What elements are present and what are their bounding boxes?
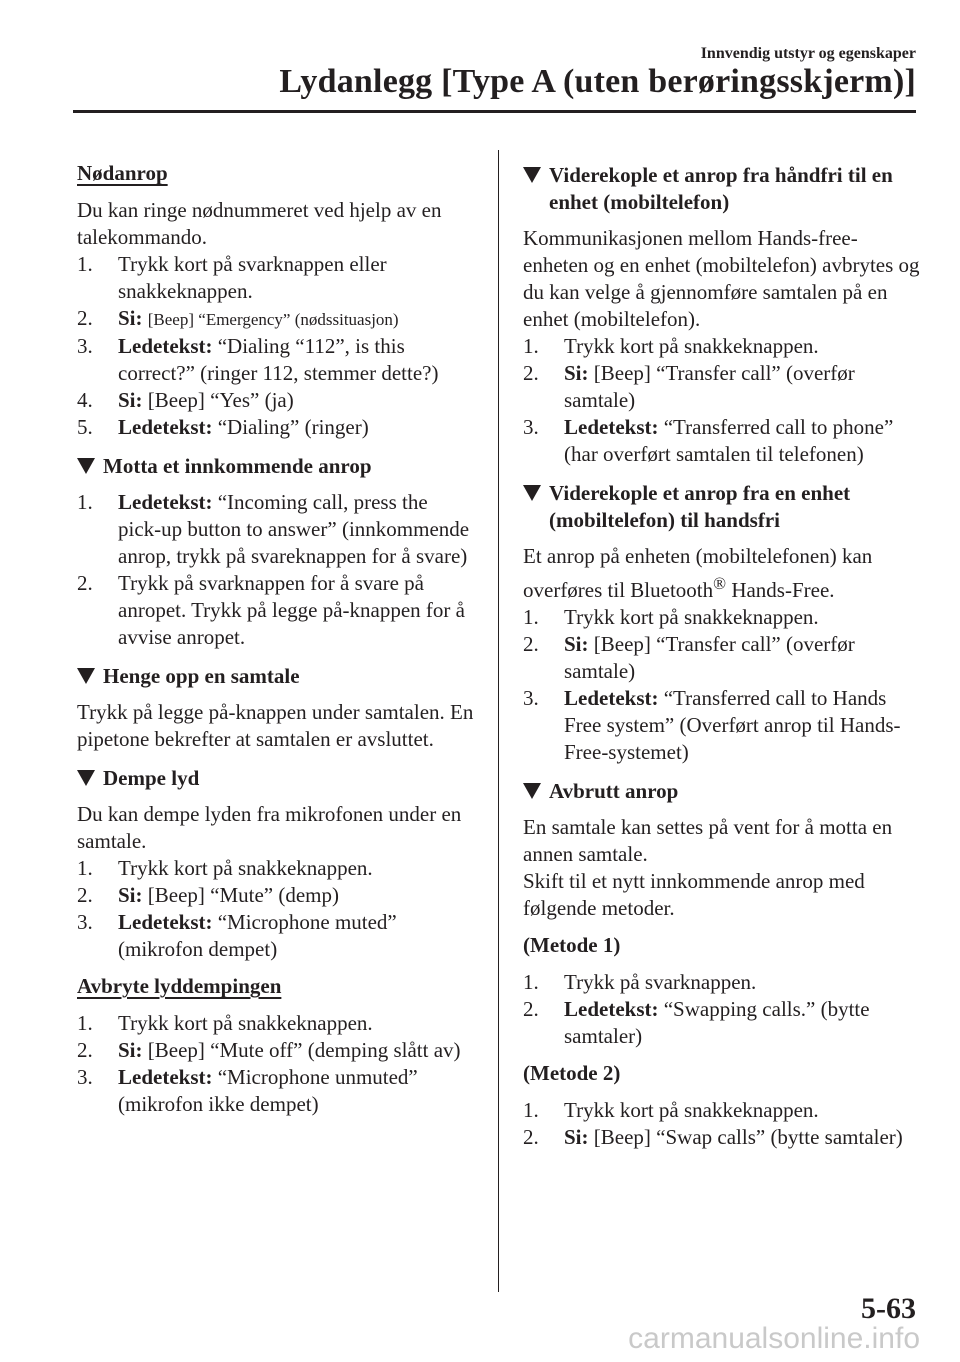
list-item: 3. Ledetekst: “Microphone muted” (mikrofon dempet) — [77, 910, 397, 961]
page-number: 5-63 — [861, 1292, 916, 1325]
list-item: 2. Ledetekst: “Swapping calls.” (bytte samtaler) — [523, 997, 870, 1048]
list-item: 2. Si: [Beep] “Transfer call” (overfør samtale) — [523, 361, 855, 412]
list-item: 3. Ledetekst: “Microphone unmuted” (mikrofon ikke dempet) — [77, 1065, 418, 1116]
triangle-bullet-icon — [77, 770, 95, 786]
list-item: 1. Trykk kort på snakkeknappen. — [77, 1011, 373, 1035]
motta-steps — [77, 489, 475, 651]
list-item: 1. Trykk kort på snakkeknappen. — [523, 605, 819, 629]
dempe-steps — [77, 855, 475, 963]
nodanrop-steps — [77, 251, 475, 441]
handfri-steps — [523, 333, 923, 468]
list-item: 2. Si: [Beep] “Emergency” (nødssituasjon) — [77, 306, 399, 330]
list-item: 1. Ledetekst: “Incoming call, press the pick-up button to answer” (innkommende anrop, trykk på svareknappen for å svare) — [77, 490, 470, 568]
list-item: 1. Trykk kort på snakkeknappen. — [523, 334, 819, 358]
list-item: 2. Si: [Beep] “Swap calls” (bytte samtaler) — [523, 1125, 903, 1149]
list-item: 2. Si: [Beep] “Transfer call” (overfør samtale) — [523, 632, 855, 683]
list-item: 1. Trykk på svarknappen. — [523, 970, 757, 994]
heading-dempe: Dempe lyd — [77, 765, 475, 792]
list-item: 3. Ledetekst: “Transferred call to Hands Free system” (Overført anrop til Hands-Free-systemet) — [523, 686, 901, 764]
column-divider — [498, 150, 499, 1292]
heading-handfri-til-enhet: Viderekople et anrop fra håndfri til en enhet (mobiltelefon) — [523, 162, 923, 216]
triangle-bullet-icon — [523, 783, 541, 799]
method-2-title: (Metode 2) — [523, 1061, 621, 1085]
list-item: 3. Ledetekst: “Dialing “112”, is this correct?” (ringer 112, stemmer dette?) — [77, 334, 439, 385]
left-column — [77, 160, 475, 1118]
triangle-bullet-icon — [77, 458, 95, 474]
watermark: carmanualsonline.info — [628, 1322, 920, 1355]
handfri-intro: Kommunikasjonen mellom Hands-free-enheten og en enhet (mobiltelefon) avbrytes og du kan velge å gjennomføre samtalen på en enhet (mobiltelefon). — [523, 226, 920, 331]
heading-henge: Henge opp en samtale — [77, 663, 475, 690]
avbrutt-intro-1: En samtale kan settes på vent for å motta en annen samtale. — [523, 815, 893, 866]
list-item: 1. Trykk kort på snakkeknappen. — [523, 1098, 819, 1122]
list-item: 3. Ledetekst: “Transferred call to phone” (har overført samtalen til telefonen) — [523, 415, 894, 466]
triangle-bullet-icon — [77, 668, 95, 684]
dempe-intro: Du kan dempe lyden fra mikrofonen under en samtale. — [77, 802, 462, 853]
heading-motta: Motta et innkommende anrop — [77, 453, 475, 480]
henge-text: Trykk på legge på-knappen under samtalen. En pipetone bekrefter at samtalen er avsluttet. — [77, 700, 474, 751]
heading-enhet-til-handsfri: Viderekople et anrop fra en enhet (mobiltelefon) til handsfri — [523, 480, 923, 534]
section-label: Innvendig utstyr og egenskaper — [700, 45, 916, 62]
list-item: 5. Ledetekst: “Dialing” (ringer) — [77, 415, 369, 439]
heading-avbrutt: Avbrutt anrop — [523, 778, 923, 805]
method-1-title: (Metode 1) — [523, 933, 621, 957]
triangle-bullet-icon — [523, 167, 541, 183]
triangle-bullet-icon — [523, 485, 541, 501]
method-1-steps — [523, 969, 923, 1050]
list-item: 2. Trykk på svarknappen for å svare på anropet. Trykk på legge på-knappen for å avvise anropet. — [77, 571, 465, 649]
enhet-steps — [523, 604, 923, 766]
chapter-title: Lydanlegg [Type A (uten berøringsskjerm)] — [279, 63, 916, 100]
header-rule — [73, 110, 916, 113]
heading-nodanrop: Nødanrop — [77, 161, 168, 185]
list-item: 1. Trykk kort på svarknappen eller snakkeknappen. — [77, 252, 387, 303]
list-item: 2. Si: [Beep] “Mute” (demp) — [77, 883, 340, 907]
list-item: 1. Trykk kort på snakkeknappen. — [77, 856, 373, 880]
list-item: 4. Si: [Beep] “Yes” (ja) — [77, 388, 294, 412]
list-item: 2. Si: [Beep] “Mute off” (demping slått av) — [77, 1038, 461, 1062]
right-column — [523, 160, 923, 1151]
avbryte-steps — [77, 1010, 475, 1118]
method-2-steps — [523, 1097, 923, 1151]
nodanrop-intro: Du kan ringe nødnummeret ved hjelp av en talekommando. — [77, 198, 442, 249]
heading-avbryte: Avbryte lyddempingen — [77, 974, 282, 998]
enhet-intro: Et anrop på enheten (mobiltelefonen) kan overføres til Bluetooth® Hands-Free. — [523, 544, 873, 602]
avbrutt-intro-2: Skift til et nytt innkommende anrop med følgende metoder. — [523, 869, 865, 920]
